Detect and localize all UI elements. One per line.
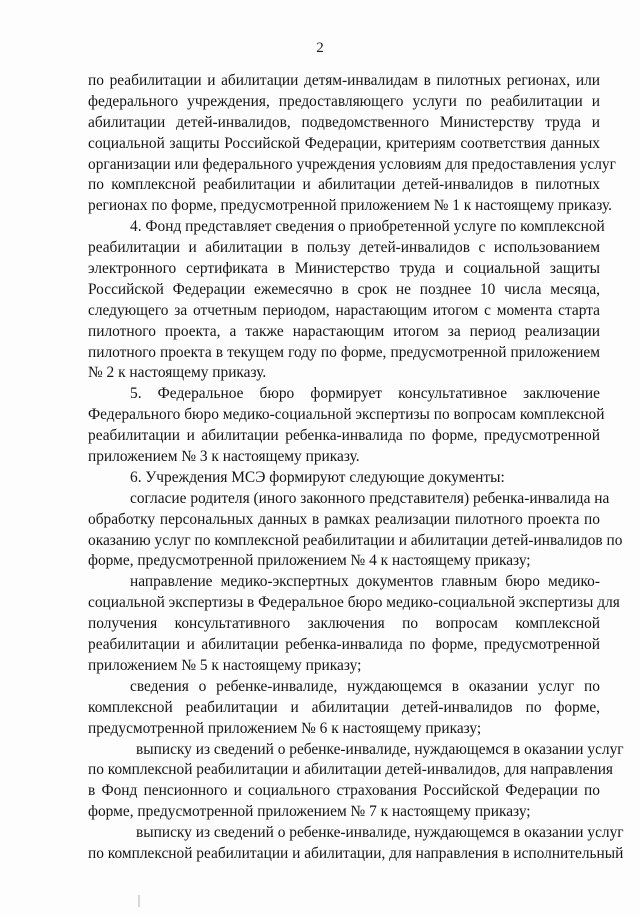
body-text [88, 71, 624, 865]
text-line: выписку из сведений о ребенке-инвалиде, нуждающемся в оказании услуг [136, 824, 624, 842]
text-line: предусмотренной приложением № 6 к настоящему приказу; [88, 719, 482, 737]
text-line: регионах по форме, предусмотренной приложением № 1 к настоящему приказу. [88, 197, 612, 215]
text-line: 5. Федеральное бюро формирует консультативное заключение [130, 385, 600, 403]
text-line: реабилитации и абилитации в пользу детей-инвалидов с использованием [88, 239, 600, 257]
text-line: пилотного проекта, а также нарастающим итогом за период реализации [88, 322, 600, 340]
text-line: абилитации детей-инвалидов, подведомственного Министерству труда и [88, 113, 600, 131]
text-line: Российской Федерации ежемесячно в срок не позднее 10 числа месяца, [88, 280, 600, 298]
text-line: социальной экспертизы в Федеральное бюро медико-социальной экспертизы для [88, 594, 620, 612]
text-line: пилотного проекта в текущем году по форме, предусмотренной приложением [88, 343, 600, 361]
text-line: комплексной реабилитации и абилитации детей-инвалидов по форме, [88, 698, 600, 716]
text-line: приложением № 5 к настоящему приказу; [88, 656, 362, 674]
scan-artifact [138, 895, 140, 907]
text-line: социальной защиты Российской Федерации, критериям соответствия данных [88, 134, 600, 152]
text-line: по комплексной реабилитации и абилитации детей-инвалидов, для направления [88, 761, 614, 779]
text-line: реабилитации и абилитации ребенка-инвалида по форме, предусмотренной [88, 427, 600, 445]
text-line: организации или федерального учреждения условиям для предоставления услуг [88, 155, 616, 173]
text-line: форме, предусмотренной приложением № 7 к настоящему приказу; [88, 803, 531, 821]
text-line: выписку из сведений о ребенке-инвалиде, нуждающемся в оказании услуг [136, 740, 624, 758]
text-line: реабилитации и абилитации ребенка-инвалида по форме, предусмотренной [88, 636, 600, 654]
text-line: № 2 к настоящему приказу. [88, 364, 267, 382]
text-line: по реабилитации и абилитации детям-инвалидам в пилотных регионах, или [88, 72, 600, 89]
text-line: следующего за отчетным периодом, нарастающим итогом с момента старта [88, 301, 600, 319]
text-line: 6. Учреждения МСЭ формируют следующие документы: [130, 468, 505, 486]
text-line: электронного сертификата в Министерство труда и социальной защиты [88, 260, 600, 278]
text-line: федерального учреждения, предоставляющего услуги по реабилитации и [88, 92, 600, 110]
text-line: в Фонд пенсионного и социального страхования Российской Федерации по [88, 782, 600, 800]
text-line: направление медико-экспертных документов главным бюро медико- [130, 573, 600, 591]
text-line: оказанию услуг по комплексной реабилитации и абилитации детей-инвалидов по [88, 531, 623, 549]
text-line: приложением № 3 к настоящему приказу. [88, 448, 360, 466]
text-line: сведения о ребенке-инвалиде, нуждающемся в оказании услуг по [130, 677, 600, 695]
text-line: по комплексной реабилитации и абилитации детей-инвалидов в пилотных [88, 176, 600, 194]
text-line: 4. Фонд представляет сведения о приобретенной услуге по комплексной [130, 218, 605, 236]
text-line: форме, предусмотренной приложением № 4 к настоящему приказу; [88, 552, 531, 570]
text-line: согласие родителя (иного законного представителя) ребенка-инвалида на [130, 489, 610, 507]
page-number: 2 [316, 40, 324, 56]
text-line: получения консультативного заключения по вопросам комплексной [88, 615, 600, 633]
text-line: обработку персональных данных в рамках реализации пилотного проекта по [88, 510, 600, 528]
text-line: по комплексной реабилитации и абилитации, для направления в исполнительный [88, 844, 624, 862]
text-line: Федерального бюро медико-социальной экспертизы по вопросам комплексной [88, 406, 605, 424]
